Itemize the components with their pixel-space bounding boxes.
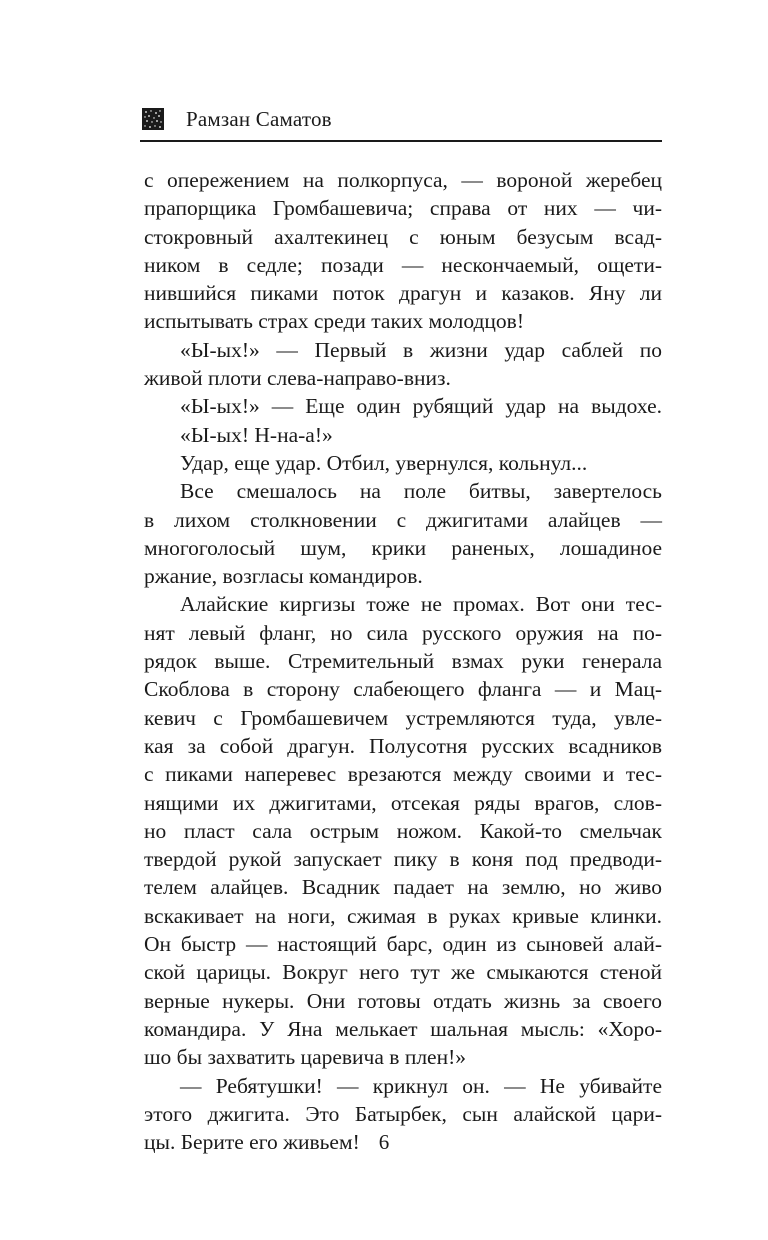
text-line: вскакивает на ноги, сжимая в руках кривые клинки. [144, 903, 662, 928]
text-line: твердой рукой запускает пику в коня под предводи- [144, 847, 662, 872]
text-line: ником в седле; позади — нескончаемый, ощети- [144, 252, 662, 277]
header-author: Рамзан Саматов [186, 107, 332, 131]
text-line: ржание, возгласы командиров. [144, 564, 423, 589]
text-line: нившийся пиками поток драгун и казаков. Яну ли [144, 281, 662, 306]
text-line: нят левый фланг, но сила русского оружия на по- [144, 620, 662, 645]
text-line: этого джигита. Это Батырбек, сын алайской цари- [144, 1101, 662, 1126]
ornament-icon [142, 108, 164, 130]
text-line: шо бы захватить царевича в плен!» [144, 1045, 467, 1070]
text-line: но пласт сала острым ножом. Какой-то смельчак [144, 818, 662, 843]
text-line: с опережением на полкорпуса, — вороной жеребец [144, 168, 662, 192]
text-line: цы. Берите его живьем! [144, 1130, 360, 1155]
text-line: ской царицы. Вокруг него тут же смыкаются стеной [144, 960, 662, 985]
text-line: многоголосый шум, крики раненых, лошадиное [144, 535, 662, 560]
text-line: кевич с Громбашевичем устремляются туда, увле- [144, 705, 662, 730]
text-line: телем алайцев. Всадник падает на землю, но живо [144, 875, 662, 900]
page-number: 6 [378, 1130, 390, 1154]
text-line: кая за собой драгун. Полусотня русских всадников [144, 733, 662, 758]
text-line: рядок выше. Стремительный взмах руки генерала [144, 649, 662, 674]
text-line: прапорщика Громбашевича; справа от них — чи- [144, 196, 662, 221]
text-line: в лихом столкновении с джигитами алайцев — [144, 507, 662, 532]
text-line: «Ы-ых!» — Еще один рубящий удар на выдохе. [180, 394, 662, 419]
text-line: с пиками наперевес врезаются между своими и тес- [144, 762, 662, 787]
text-line: Алайские киргизы тоже не промах. Вот они тес- [180, 592, 662, 617]
ornament-pattern [142, 108, 164, 130]
text-line: Он быстр — настоящий барс, один из сыновей алай- [144, 932, 662, 957]
running-header [140, 104, 662, 142]
body-text [144, 166, 662, 1156]
text-line: испытывать страх среди таких молодцов! [144, 309, 524, 334]
text-line: Все смешалось на поле битвы, завертелось [180, 479, 662, 504]
text-line: стокровный ахалтекинец с юным безусым всад- [144, 224, 662, 249]
text-line: «Ы-ых!» — Первый в жизни удар саблей по [180, 337, 662, 362]
text-line: верные нукеры. Они готовы отдать жизнь за своего [144, 988, 662, 1013]
text-line: нящими их джигитами, отсекая ряды врагов, слов- [144, 790, 662, 815]
text-line: командира. У Яна мелькает шальная мысль: «Хоро- [144, 1016, 662, 1041]
text-line: живой плоти слева-направо-вниз. [144, 366, 451, 391]
text-line: «Ы-ых! Н-на-а!» [180, 422, 333, 447]
text-line: Удар, еще удар. Отбил, увернулся, кольнул... [180, 450, 588, 475]
text-line: Скоблова в сторону слабеющего фланга — и Мац- [144, 677, 662, 702]
text-line: — Ребятушки! — крикнул он. — Не убивайте [180, 1073, 662, 1098]
